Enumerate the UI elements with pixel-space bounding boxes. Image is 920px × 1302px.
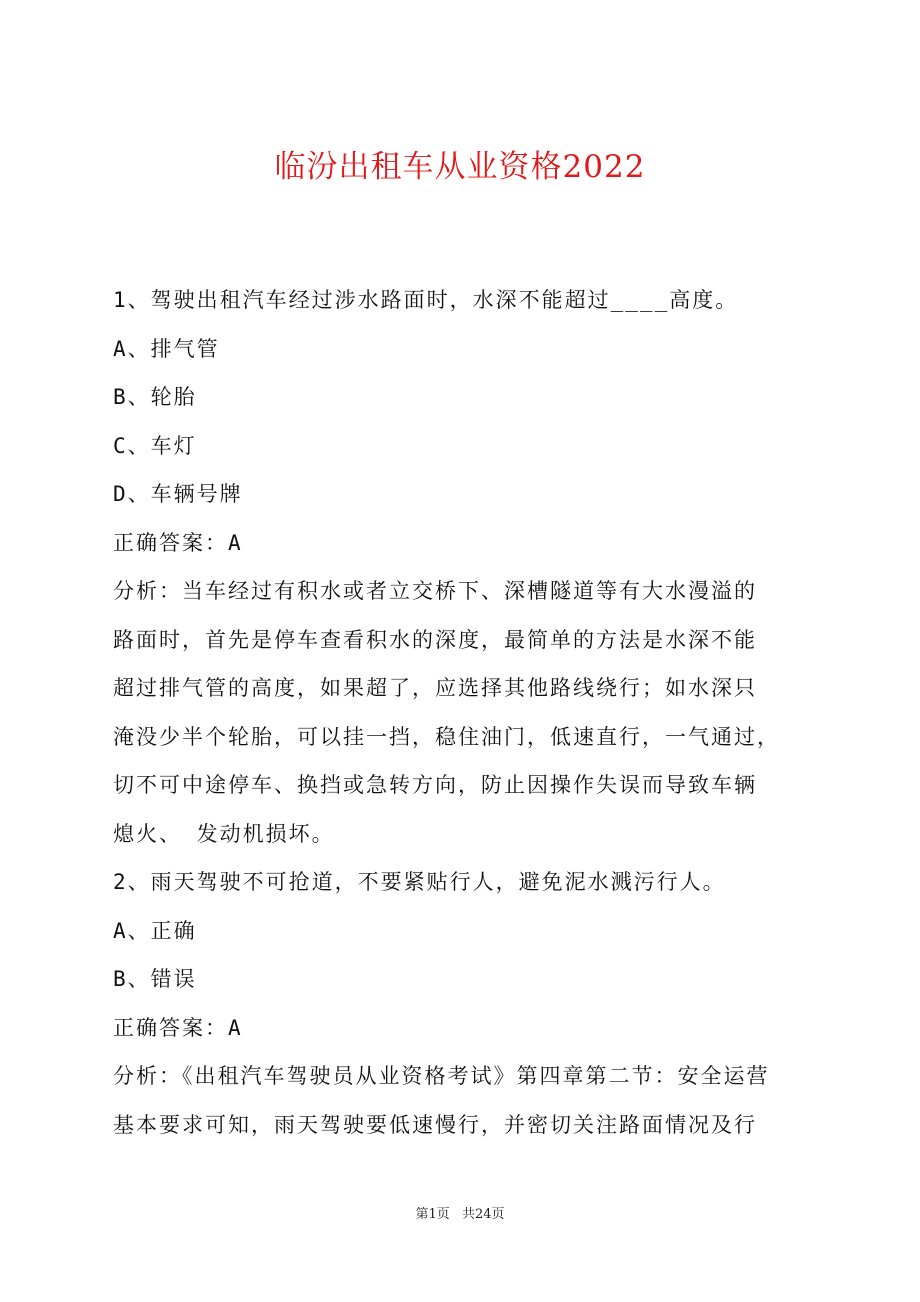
- question-1-analysis-line: 切不可中途停车、换挡或急转方向，防止因操作失误而导致车辆: [113, 773, 757, 797]
- question-2-option-b: B、错误: [113, 967, 197, 991]
- question-2-option-a: A、正确: [113, 918, 197, 943]
- question-1-answer: 正确答案：A: [113, 530, 243, 555]
- question-1-option-c: C、车灯: [113, 433, 197, 458]
- question-1-analysis-line: 超过排气管的高度，如果超了，应选择其他路线绕行；如水深只: [113, 676, 757, 700]
- page-total: 共24页: [461, 1207, 505, 1222]
- document-title: 临汾出租车从业资格2022: [274, 149, 646, 185]
- question-1-analysis-line: 路面时，首先是停车查看积水的深度，最简单的方法是水深不能: [113, 627, 757, 652]
- page-number: 第1页: [415, 1207, 450, 1222]
- question-1-analysis-line: 熄火、 发动机损坏。: [113, 821, 335, 846]
- question-2-text: 2、雨天驾驶不可抢道，不要紧贴行人，避免泥水溅污行人。: [113, 870, 726, 894]
- page-footer: [0, 1203, 920, 1227]
- question-1-option-a: A、排气管: [113, 336, 220, 361]
- question-1-option-d: D、车辆号牌: [113, 482, 243, 506]
- question-1-text: 1、驾驶出租汽车经过涉水路面时，水深不能超过____高度。: [113, 288, 739, 312]
- question-1-option-b: B、轮胎: [113, 385, 197, 409]
- question-2-analysis-line: 基本要求可知，雨天驾驶要低速慢行，并密切关注路面情况及行: [113, 1112, 757, 1137]
- question-1-analysis-line: 淹没少半个轮胎，可以挂一挡，稳住油门，低速直行，一气通过，: [113, 724, 780, 749]
- question-2-analysis-line: 分析：《出租汽车驾驶员从业资格考试》第四章第二节：安全运营: [113, 1064, 770, 1088]
- document-body: [113, 276, 825, 1149]
- question-2-answer: 正确答案：A: [113, 1015, 243, 1040]
- question-1-analysis-line: 分析：当车经过有积水或者立交桥下、深槽隧道等有大水漫溢的: [113, 579, 757, 603]
